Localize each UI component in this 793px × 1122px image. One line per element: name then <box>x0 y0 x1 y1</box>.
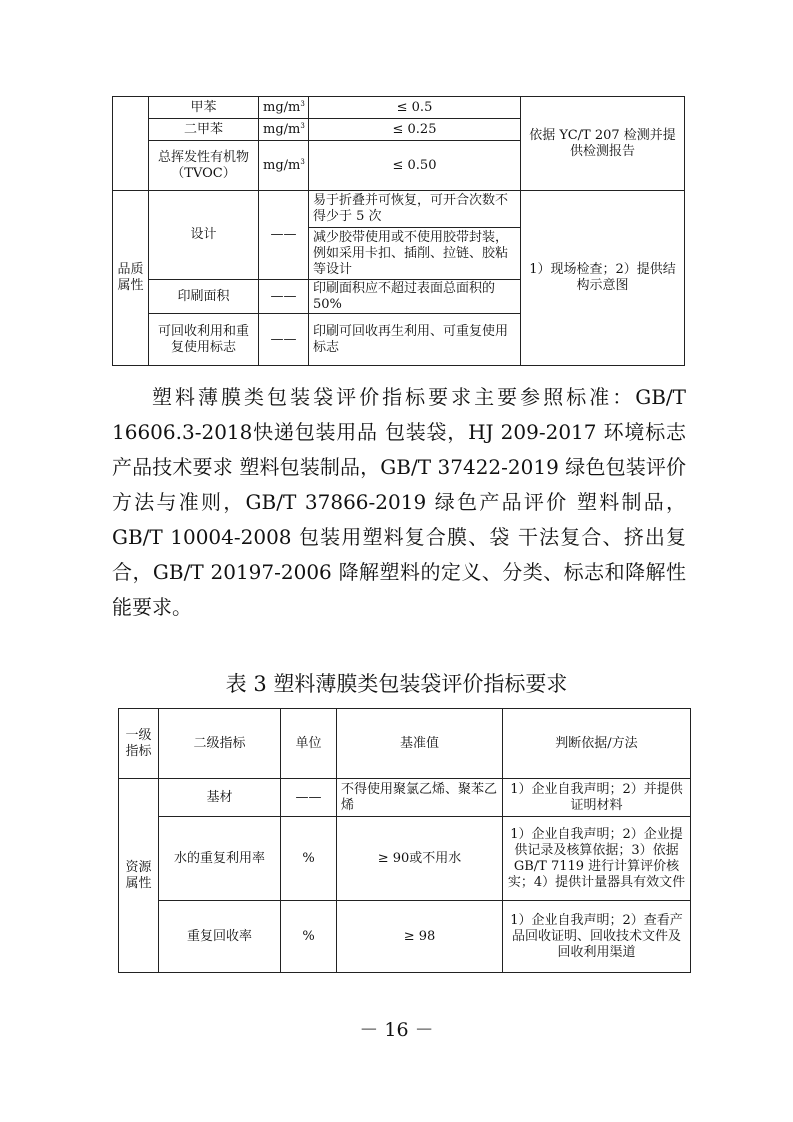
unit-cell: % <box>281 901 337 973</box>
unit-cell: —— <box>259 314 309 366</box>
category-cell-blank <box>113 97 149 191</box>
table-row <box>119 901 691 973</box>
table-row <box>119 779 691 817</box>
table-caption: 表 3 塑料薄膜类包装袋评价指标要求 <box>225 672 568 696</box>
unit-cell: $mg/m^3$ <box>259 119 309 141</box>
indicator-name: 二甲苯 <box>149 119 259 141</box>
header-level1: 一级指标 <box>119 709 159 779</box>
evaluation-table-3 <box>118 708 691 973</box>
page-number: － 16 － <box>359 1019 434 1041</box>
baseline-value: 印刷面积应不超过表面总面积的 50% <box>309 280 521 314</box>
emission-quality-table <box>112 96 685 366</box>
baseline-value: ≤ 0.5 <box>309 97 521 119</box>
header-unit: 单位 <box>281 709 337 779</box>
table-header-row <box>119 709 691 779</box>
baseline-value: 不得使用聚氯乙烯、聚苯乙烯 <box>337 779 503 817</box>
quality-attribute-label: 品质属性 <box>113 191 149 366</box>
header-level2: 二级指标 <box>159 709 281 779</box>
table-row <box>119 817 691 901</box>
method-cell: 1）企业自我声明；2）并提供证明材料 <box>503 779 691 817</box>
resource-attribute-label: 资源属性 <box>119 779 159 973</box>
unit-cell: $mg/m^3$ <box>259 97 309 119</box>
indicator-name: 总挥发性有机物（TVOC） <box>149 141 259 191</box>
unit-cell: $mg/m^3$ <box>259 141 309 191</box>
baseline-value: ≥ 98 <box>337 901 503 973</box>
method-cell: 依据 YC/T 207 检测并提供检测报告 <box>521 97 685 191</box>
unit-cell: —— <box>259 191 309 280</box>
unit-cell: —— <box>281 779 337 817</box>
baseline-value: ≤ 0.50 <box>309 141 521 191</box>
baseline-value: 印刷可回收再生利用、可重复使用标志 <box>309 314 521 366</box>
baseline-value: ≤ 0.25 <box>309 119 521 141</box>
unit-cell: —— <box>259 280 309 314</box>
header-method: 判断依据/方法 <box>503 709 691 779</box>
method-cell: 1）企业自我声明；2）企业提供记录及核算依据；3）依据 GB/T 7119 进行计算评价核实；4）提供计量器具有效文件 <box>503 817 691 901</box>
body-paragraph: 塑料薄膜类包装袋评价指标要求主要参照标准：GB/T 16606.3-2018快递包装用品 包装袋，HJ 209-2017 环境标志产品技术要求 塑料包装制品，GB/T 37422-2019 绿色包装评价方法与准则，GB/T 37866-2019 绿色产品评价 塑料制品，GB/T 10004-2008 包装用塑料复合膜、袋 干法复合、挤出复合，GB/T 20197-2006 降解塑料的定义、分类、标志和降解性能要求。 <box>112 385 686 619</box>
baseline-value: 减少胶带使用或不使用胶带封装，例如采用卡扣、插削、拉链、胶粘等设计 <box>309 228 521 280</box>
table-row <box>113 97 685 119</box>
indicator-name: 水的重复利用率 <box>159 817 281 901</box>
header-baseline: 基准值 <box>337 709 503 779</box>
indicator-name: 基材 <box>159 779 281 817</box>
unit-cell: % <box>281 817 337 901</box>
indicator-name: 印刷面积 <box>149 280 259 314</box>
indicator-name: 重复回收率 <box>159 901 281 973</box>
table-row <box>113 191 685 228</box>
indicator-name: 甲苯 <box>149 97 259 119</box>
method-cell: 1）现场检查；2）提供结构示意图 <box>521 191 685 366</box>
method-cell: 1）企业自我声明；2）查看产品回收证明、回收技术文件及回收利用渠道 <box>503 901 691 973</box>
baseline-value: 易于折叠并可恢复，可开合次数不得少于 5 次 <box>309 191 521 228</box>
indicator-name: 可回收利用和重复使用标志 <box>149 314 259 366</box>
indicator-name: 设计 <box>149 191 259 280</box>
baseline-value: ≥ 90或不用水 <box>337 817 503 901</box>
